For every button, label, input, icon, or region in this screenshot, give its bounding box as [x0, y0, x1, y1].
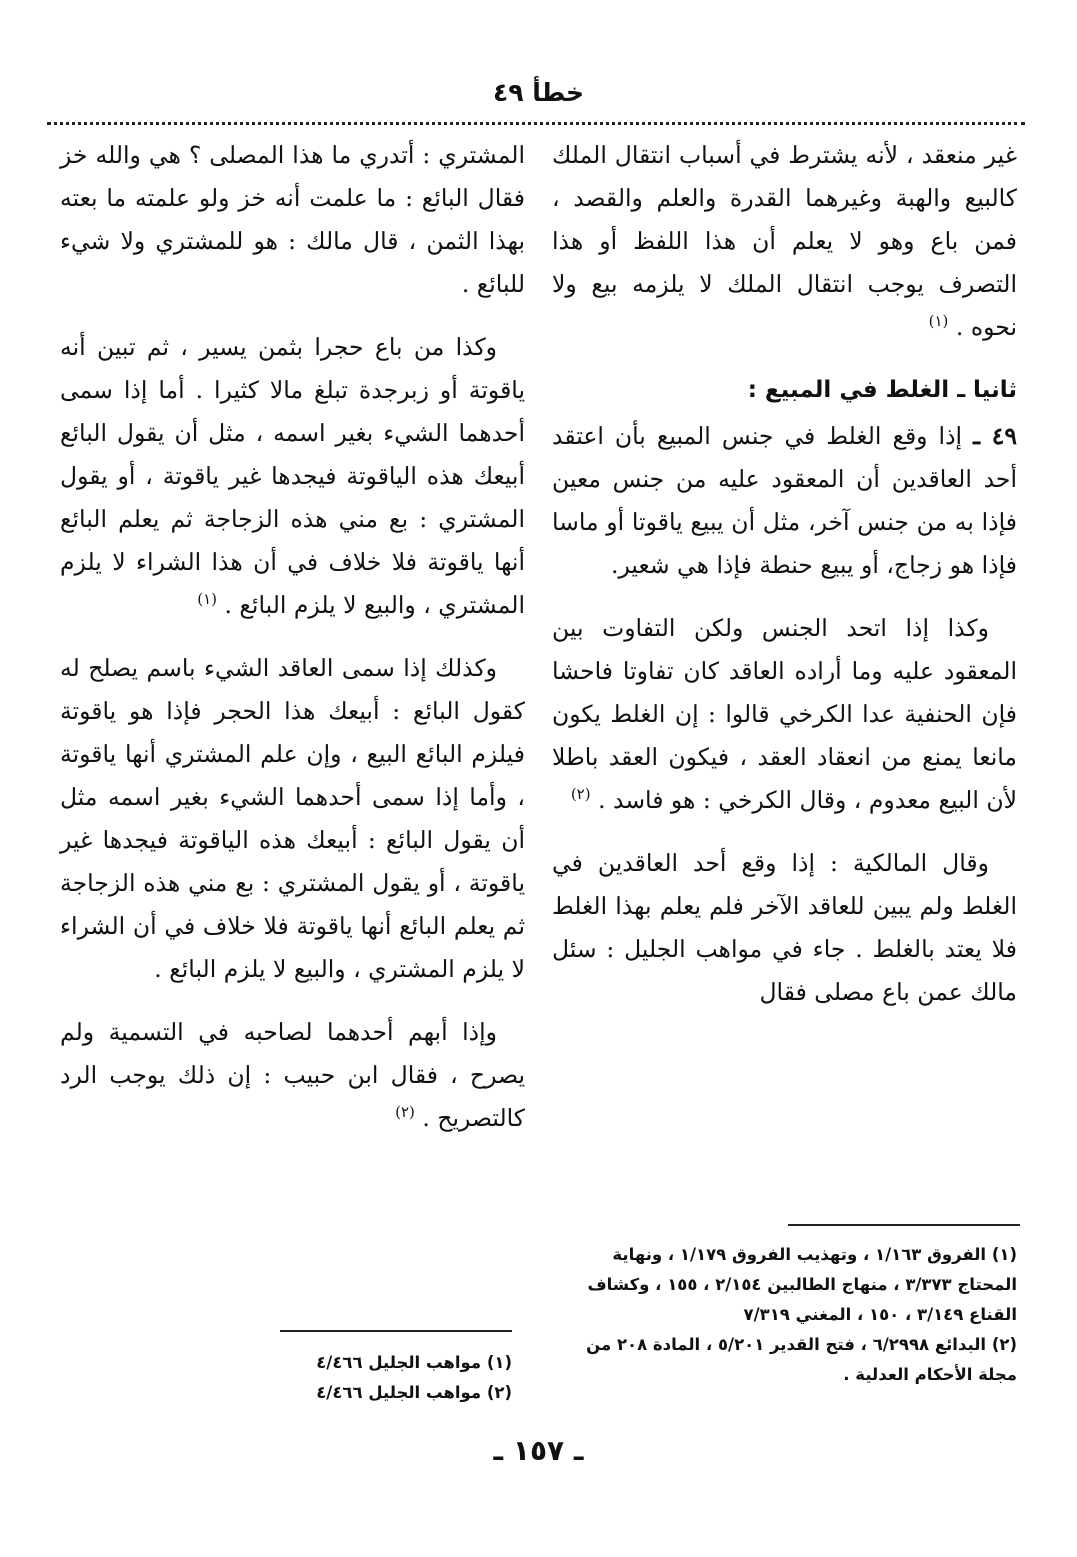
footnote: (٢) مواهب الجليل ٤/٤٦٦ [316, 1383, 512, 1402]
paragraph-text: وكذا من باع حجرا بثمن يسير ، ثم تبين أنه ياقوتة أو زبرجدة تبلغ مالا كثيرا . أما إذا سمى أحدهما الشيء بغير اسمه ، مثل أن يقول البائع أبيعك هذه الياقوتة فيجدها غير ياقوتة ، أو يقول المشتري : بع مني هذه الزجاجة ثم يعلم البائع أنها ياقوتة فلا خلاف في أن هذا الشراء لا يلزم المشتري ، والبيع لا يلزم البائع . [60, 333, 525, 619]
paragraph-text: المشتري : أتدري ما هذا المصلى ؟ هي والله خز فقال البائع : ما علمت أنه خز ولو علمته ما بعته بهذا الثمن ، قال مالك : هو للمشتري ولا شيء للبائع . [60, 141, 525, 298]
footnote-rule [280, 1330, 512, 1332]
paragraph [60, 647, 525, 991]
footnote: (١) الفروق ١/١٦٣ ، وتهذيب الفروق ١/١٧٩ ، ونهاية المحتاج ٣/٣٧٣ ، منهاج الطالبين ٢/١٥٤ ، ١٥٥ ، وكشاف القناع ٣/١٤٩ ، ١٥٠ ، المغني ٧/٣١٩ [587, 1245, 1017, 1324]
paragraph-text: وإذا أبهم أحدهما لصاحبه في التسمية ولم يصرح ، فقال ابن حبيب : إن ذلك يوجب الرد كالتصريح . [60, 1018, 525, 1132]
paragraph [60, 326, 525, 627]
paragraph-text: وقال المالكية : إذا وقع أحد العاقدين في الغلط ولم يبين للعاقد الآخر فلم يعلم بهذا الغلط فلا يعتد بالغلط . جاء في مواهب الجليل : سئل مالك عمن باع مصلى فقال [552, 849, 1017, 1006]
paragraph [60, 1011, 525, 1140]
running-header: خطأ ٤٩ [493, 78, 584, 107]
footnote-ref: (٢) [570, 785, 591, 804]
right-column [552, 134, 1017, 1034]
page-number: ـ ١٥٧ ـ [493, 1434, 584, 1467]
paragraph-number: ٤٩ ـ [973, 422, 1017, 450]
paragraph [552, 415, 1017, 587]
header-dotted-rule [47, 122, 1025, 125]
paragraph [552, 607, 1017, 822]
footnote-ref: (٢) [395, 1103, 415, 1122]
paragraph-text: غير منعقد ، لأنه يشترط في أسباب انتقال الملك كالبيع والهبة وغيرهما القدرة والعلم والقصد ، فمن باع وهو لا يعلم أن هذا اللفظ أو هذا التصرف يوجب انتقال الملك لا يلزمه بيع ولا نحوه . [552, 141, 1017, 341]
paragraph-text: وكذلك إذا سمى العاقد الشيء باسم يصلح له كقول البائع : أبيعك هذا الحجر فإذا هو ياقوتة فيلزم البائع البيع ، وإن علم المشتري أنها ياقوتة ، وأما إذا سمى أحدهما الشيء بغير اسمه مثل أن يقول البائع : أبيعك هذه الياقوتة فيجدها غير ياقوتة ، أو يقول المشتري : بع مني هذه الزجاجة ثم يعلم البائع أنها ياقوتة فلا خلاف في أن الشراء لا يلزم المشتري ، والبيع لا يلزم البائع . [60, 654, 525, 983]
paragraph-text: إذا وقع الغلط في جنس المبيع بأن اعتقد أحد العاقدين أن المعقود عليه من جنس معين فإذا به من جنس آخر، مثل أن يبيع ياقوتا أو ماسا فإذا هو زجاج، أو يبيع حنطة فإذا هي شعير. [552, 422, 1017, 579]
footnote: (١) مواهب الجليل ٤/٤٦٦ [316, 1353, 512, 1372]
left-column [60, 134, 525, 1160]
paragraph-text: وكذا إذا اتحد الجنس ولكن التفاوت بين المعقود عليه وما أراده العاقد كان تفاوتا فاحشا فإن الحنفية عدا الكرخي قالوا : إن الغلط يكون مانعا يمنع من انعقاد العقد ، فيكون العقد باطلا لأن البيع معدوم ، وقال الكرخي : هو فاسد . [552, 614, 1017, 814]
footnote-rule [788, 1224, 1020, 1226]
footnote-ref: (١) [197, 590, 217, 609]
footnotes-right [552, 1240, 1017, 1390]
footnotes-left [60, 1348, 512, 1408]
paragraph [552, 842, 1017, 1014]
paragraph [552, 134, 1017, 349]
paragraph [60, 134, 525, 306]
footnote-ref: (١) [928, 312, 949, 331]
section-heading: ثانيا ـ الغلط في المبيع : [747, 377, 1017, 403]
footnote: (٢) البدائع ٦/٢٩٩٨ ، فتح القدير ٥/٢٠١ ، المادة ٢٠٨ من مجلة الأحكام العدلية . [586, 1335, 1017, 1384]
